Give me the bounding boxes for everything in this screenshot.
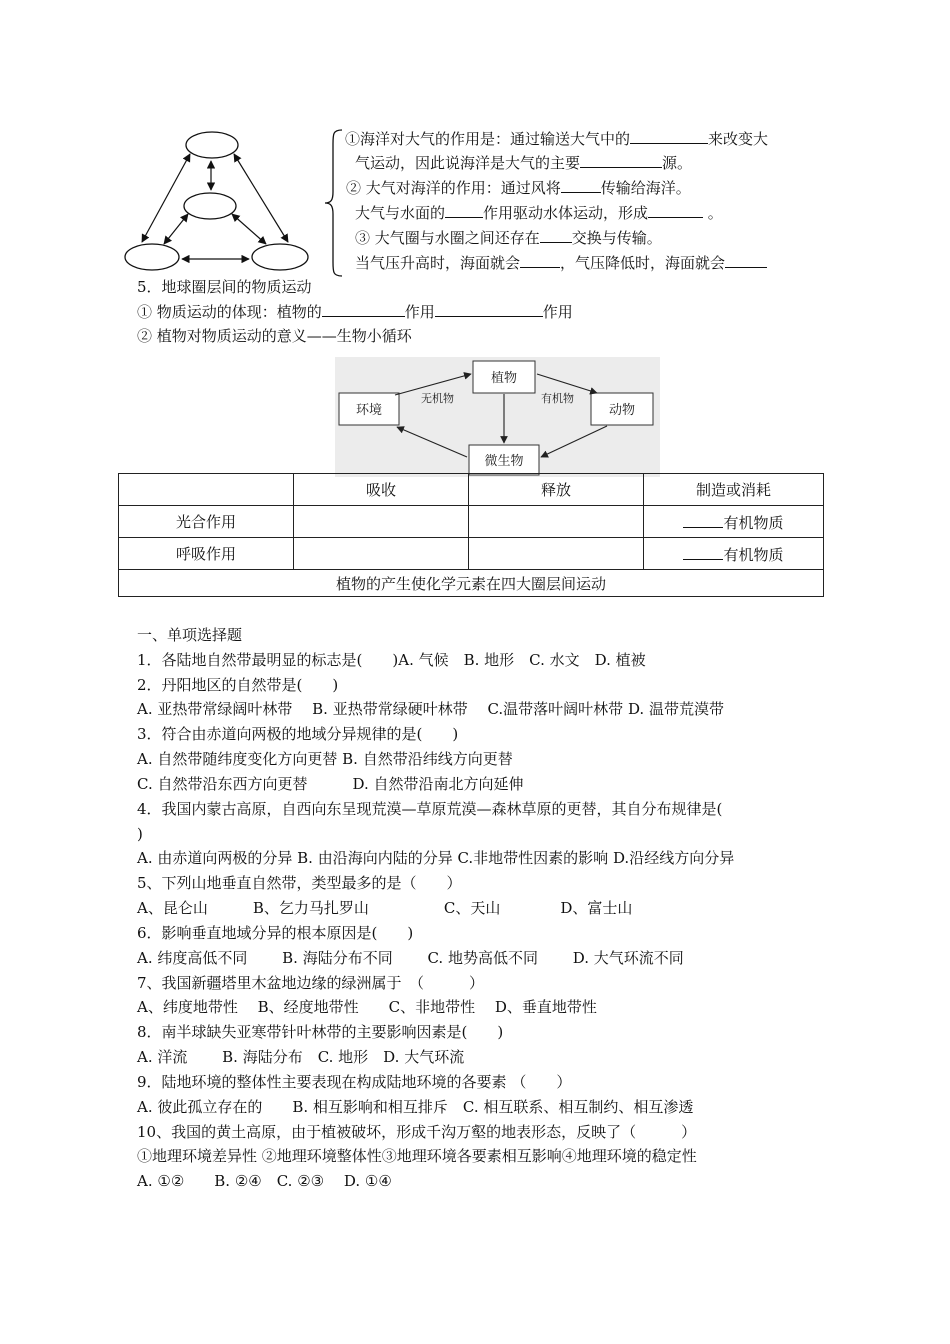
question-line: A. 彼此孤立存在的 B. 相互影响和相互排斥 C. 相互联系、相互制约、相互渗透 [137, 1098, 694, 1116]
table-cell[interactable] [294, 538, 469, 570]
table-header-cell: 吸收 [294, 474, 469, 506]
table-cell[interactable] [469, 538, 644, 570]
question-line: 7、我国新疆塔里木盆地边缘的绿洲属于 （ ） [137, 974, 485, 992]
interaction-line-5: ③ 大气圈与水圈之间还存在 交换与传输。 [355, 226, 662, 249]
table-cell[interactable] [469, 506, 644, 538]
table-cell[interactable] [294, 506, 469, 538]
table-header-cell [119, 474, 294, 506]
interaction-line-1: ①海洋对大气的作用是：通过输送大气中的 来改变大 [345, 127, 768, 150]
blank[interactable] [648, 201, 703, 218]
blank[interactable] [683, 543, 723, 560]
diagram-arrow-top-left [142, 154, 190, 242]
blank[interactable] [683, 511, 723, 528]
label-microbe: 微生物 [484, 454, 524, 469]
photosynthesis-respiration-table [118, 473, 824, 597]
question-line: 4．我国内蒙古高原，自西向东呈现荒漠—草原荒漠—森林草原的更替，其自分布规律是( [137, 800, 723, 818]
label-plant: 植物 [490, 371, 518, 386]
table-cell: 有机物质 [644, 506, 824, 538]
question-line: 6．影响垂直地域分异的根本原因是( ) [137, 924, 414, 942]
question-line: ) [137, 825, 143, 843]
question-line: A、纬度地带性 B、经度地带性 C、非地带性 D、垂直地带性 [137, 998, 597, 1016]
section5-line-1: ① 物质运动的体现：植物的 作用 作用 [137, 300, 573, 323]
diagram-ellipse-right [252, 244, 308, 270]
section5-line-2: ② 植物对物质运动的意义——生物小循环 [137, 327, 412, 345]
question-line: 10、我国的黄土高原，由于植被破坏，形成千沟万壑的地表形态，反映了（ ） [137, 1123, 697, 1141]
question-line: 3．符合由赤道向两极的地域分异规律的是( ) [137, 725, 459, 743]
blank[interactable] [322, 300, 405, 317]
interaction-line-3: ② 大气对海洋的作用：通过风将 传输给海洋。 [346, 176, 691, 199]
question-line: A. ①② B. ②④ C. ②③ D. ①④ [137, 1172, 392, 1190]
blank[interactable] [630, 127, 708, 144]
blank[interactable] [725, 251, 767, 268]
question-line: 8．南半球缺失亚寒带针叶林带的主要影响因素是( ) [137, 1023, 504, 1041]
diagram-ellipse-left [125, 244, 179, 270]
table-header-cell: 制造或消耗 [644, 474, 824, 506]
blank[interactable] [580, 151, 662, 168]
diagram-arrow-top-right [234, 154, 288, 242]
table-footer-row [119, 570, 824, 597]
sphere-interaction-diagram [118, 128, 328, 276]
table-row [119, 538, 824, 570]
blank[interactable] [435, 300, 543, 317]
table-row-name: 呼吸作用 [119, 538, 294, 570]
table-row [119, 506, 824, 538]
section5-title: 5．地球圈层间的物质运动 [137, 278, 312, 296]
question-line: A、昆仑山 B、乞力马扎罗山 C、天山 D、富士山 [137, 899, 633, 917]
interaction-line-4: 大气与水面的 作用驱动水体运动，形成 。 [355, 201, 723, 224]
table-footer: 植物的产生使化学元素在四大圈层间运动 [119, 570, 824, 597]
question-line: A. 自然带随纬度变化方向更替 B. 自然带沿纬线方向更替 [137, 750, 513, 768]
table-header-row [119, 474, 824, 506]
diagram-ellipse-top [186, 132, 238, 158]
question-line: 1．各陆地自然带最明显的标志是( )A. 气候 B. 地形 C. 水文 D. 植被 [137, 651, 646, 669]
blank[interactable] [445, 201, 483, 218]
table-row-name: 光合作用 [119, 506, 294, 538]
interaction-line-6: 当气压升高时，海面就会 ，气压降低时，海面就会 [355, 251, 767, 274]
label-environment: 环境 [355, 403, 383, 418]
diagram-arrow-center-right [232, 214, 266, 244]
diagram-ellipse-center [184, 193, 236, 219]
label-organic: 有机物 [541, 392, 574, 405]
question-line: 9．陆地环境的整体性主要表现在构成陆地环境的各要素 （ ） [137, 1073, 572, 1091]
table-header-cell: 释放 [469, 474, 644, 506]
biological-cycle-diagram [335, 357, 660, 477]
interaction-line-2: 气运动，因此说海洋是大气的主要 源。 [355, 151, 692, 174]
questions-section-title: 一、单项选择题 [137, 626, 243, 644]
question-line: A. 亚热带常绿阔叶林带 B. 亚热带常绿硬叶林带 C.温带落叶阔叶林带 D. 温带荒漠带 [137, 700, 724, 718]
question-line: C. 自然带沿东西方向更替 D. 自然带沿南北方向延伸 [137, 775, 524, 793]
diagram-arrow-center-left [164, 214, 188, 244]
label-animal: 动物 [608, 403, 636, 418]
question-line: 2．丹阳地区的自然带是( ) [137, 676, 339, 694]
blank[interactable] [520, 251, 560, 268]
question-line: A. 纬度高低不同 B. 海陆分布不同 C. 地势高低不同 D. 大气环流不同 [137, 949, 684, 967]
question-line: 5、下列山地垂直自然带，类型最多的是（ ） [137, 874, 462, 892]
question-line: ①地理环境差异性 ②地理环境整体性③地理环境各要素相互影响④地理环境的稳定性 [137, 1147, 697, 1165]
question-line: A. 由赤道向两极的分异 B. 由沿海向内陆的分异 C.非地带性因素的影响 D.沿经线方向分异 [137, 849, 735, 867]
blank[interactable] [540, 226, 572, 243]
left-brace [323, 128, 345, 278]
label-inorganic: 无机物 [421, 392, 454, 405]
table-cell: 有机物质 [644, 538, 824, 570]
blank[interactable] [561, 176, 601, 193]
question-line: A. 洋流 B. 海陆分布 C. 地形 D. 大气环流 [137, 1048, 465, 1066]
